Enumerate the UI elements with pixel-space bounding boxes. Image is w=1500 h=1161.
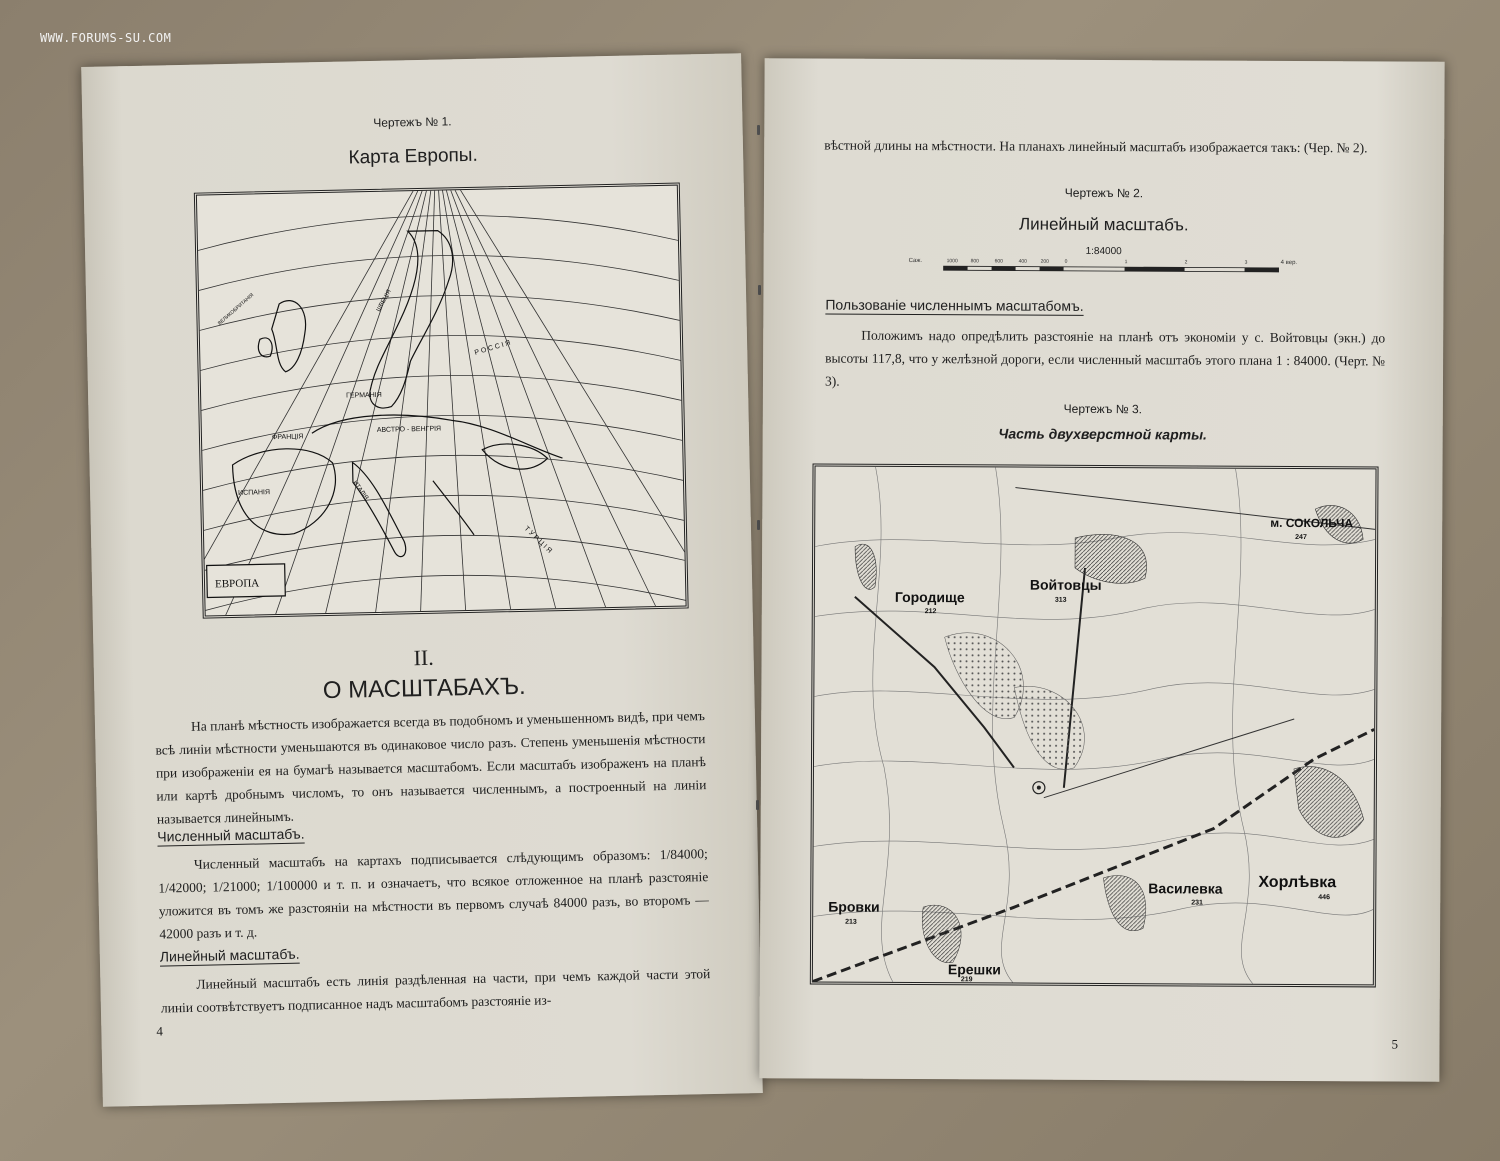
place-vasilevka-num: 231 [1191, 899, 1203, 907]
fig3-title: Часть двухверстной карты. [998, 425, 1207, 443]
place-sokolcha-num: 247 [1295, 534, 1307, 542]
binding-stitch [756, 800, 759, 810]
scale-left-label: Саж. [908, 257, 923, 265]
map-box-label: ЕВРОПА [214, 577, 260, 591]
scale-tick: 200 [1040, 258, 1049, 265]
scale-tick: 800 [970, 258, 979, 265]
place-gorodishche-num: 212 [924, 608, 937, 616]
scale-right-label: 4 вер. [1280, 259, 1298, 267]
scale-tick: 3 [1244, 259, 1248, 266]
paragraph-linear-text: Линейный масштабъ есть линія раздѣленная на части, при чемъ каждой части этой линіи соотвѣтствуетъ подписанное надъ масштабомъ разстояніе из- [160, 966, 711, 1016]
heading-linear-scale: Линейный масштабъ. [159, 945, 300, 965]
scale-tick: 1000 [946, 258, 958, 265]
binding-stitch [757, 125, 760, 135]
heading-usage: Пользованіе численнымъ масштабомъ. [825, 296, 1084, 314]
binding-stitch [758, 285, 761, 295]
place-voitovtsy: Войтовцы [1029, 576, 1102, 593]
europe-map [194, 183, 689, 619]
europe-map-graphic [197, 186, 686, 616]
map-label-austria: АВСТРО - ВЕНГРІЯ [376, 425, 442, 434]
scale-tick: 400 [1018, 258, 1027, 265]
page-number-left: 4 [156, 1023, 164, 1039]
place-ereshki: Ерешки [947, 961, 1001, 978]
place-gorodishche: Городище [894, 588, 965, 606]
paragraph-usage-text: Положимъ надо опредѣлить разстояніе на планѣ отъ экономіи у с. Войтовцы (экн.) до высоты 117,8, что у желѣзной дороги, если численный масштабъ этого плана 1 : 84000. (Черт. № 3). [824, 327, 1386, 389]
place-khorlevka-num: 446 [1318, 894, 1330, 902]
right-page [759, 58, 1444, 1082]
paragraph-scales-text: На планѣ мѣстность изображается всегда въ подобномъ и уменьшенномъ видѣ, при чемъ всѣ линіи мѣстности уменьшаются въ одинаковое число разъ. Степень уменьшенія мѣстности при изображеніи ея на бумагѣ называется масштабомъ. Если масштабъ изображенъ на планѣ или картѣ дробнымъ числомъ, то онъ называется численнымъ, а построенный на линіи называется линейнымъ. [155, 708, 707, 827]
place-khorlevka: Хорлѣвка [1258, 873, 1337, 892]
watermark: WWW.FORUMS-SU.COM [40, 31, 172, 45]
paragraph-numeric [158, 842, 710, 945]
scale-tick: 600 [994, 258, 1003, 265]
scale-ratio: 1:84000 [1085, 245, 1122, 258]
place-vasilevka: Василевка [1148, 880, 1223, 897]
paragraph-top [824, 134, 1384, 160]
paragraph-scales [155, 704, 707, 830]
binding-stitch [757, 520, 760, 530]
section-title: О МАСШТАБАХЪ. [322, 672, 526, 705]
place-brovki-num: 213 [845, 918, 857, 926]
topographic-map [810, 463, 1379, 987]
fig3-caption: Чертежъ № 3. [1063, 401, 1143, 417]
left-page [81, 53, 763, 1107]
paragraph-usage [825, 324, 1385, 396]
map-label-spain: ИСПАНІЯ [238, 489, 271, 497]
fig2-title: Линейный масштабъ. [1018, 214, 1189, 235]
scale-tick: 2 [1184, 259, 1188, 266]
page-number-right: 5 [1391, 1036, 1399, 1052]
section-number: II. [413, 644, 434, 671]
scale-tick: 1 [1124, 259, 1128, 266]
map-label-germany: ГЕРМАНІЯ [346, 391, 382, 400]
map-label-italy: ИТАЛІЯ [351, 480, 370, 502]
map-label-russia: Р О С С І Я [473, 339, 512, 357]
place-ereshki-num: 219 [960, 976, 973, 984]
fig1-title: Карта Европы. [348, 144, 478, 169]
paragraph-numeric-text: Численный масштабъ на картахъ подписывается слѣдующимъ образомъ: 1/84000; 1/42000; 1/21000; 1/100000 и т. п. и означаетъ, что всякое отложенное на планѣ разстояніе уложится въ томъ же разстояніи на мѣстности въ первомъ случаѣ 84000 разъ, во второмъ — 42000 разъ и т. д. [158, 846, 709, 942]
map-label-sweden: ШВЕЦІЯ [375, 288, 393, 313]
map-label-britain: ВЕЛИКОБРИТАНІЯ [216, 292, 256, 327]
paragraph-linear [160, 962, 711, 1020]
fig2-caption: Чертежъ № 2. [1064, 185, 1144, 201]
linear-scale-bar [909, 254, 1309, 278]
heading-numeric-scale: Численный масштабъ. [157, 825, 305, 845]
paragraph-top-text: вѣстной длины на мѣстности. На планахъ линейный масштабъ изображается такъ: (Чер. № 2). [824, 137, 1368, 156]
fig1-caption: Чертежъ № 1. [373, 114, 452, 130]
map-label-turkey: Т У Р Ц І Я [522, 525, 553, 555]
scale-tick: 0 [1064, 258, 1068, 265]
place-voitovtsy-num: 313 [1054, 596, 1067, 604]
map-label-france: ФРАНЦІЯ [271, 433, 304, 442]
place-brovki: Бровки [828, 898, 880, 915]
place-sokolcha: м. СОКОЛЬЧА [1270, 515, 1354, 531]
topographic-map-graphic [813, 466, 1376, 984]
